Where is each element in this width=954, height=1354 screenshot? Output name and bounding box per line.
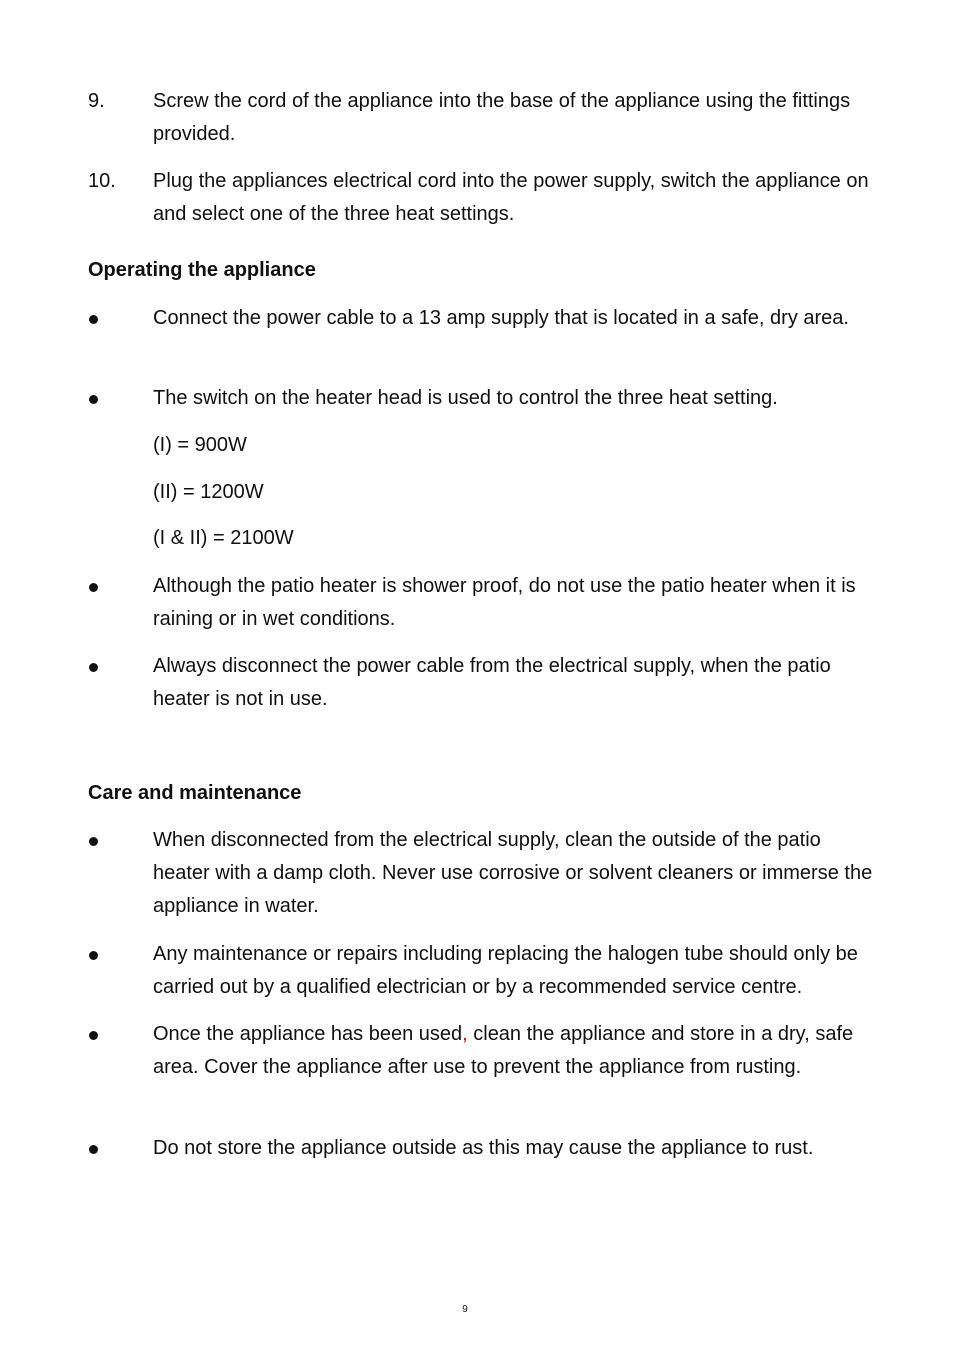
heat-setting: (I) = 900W [153,434,247,456]
step-text: Screw the cord of the appliance into the base of the appliance using the fittings provided. [153,90,851,145]
list-item-text-end: clean the appliance and store in a dry, safe area. Cover the appliance after use to prevent the appliance from rusting. [153,1023,854,1078]
list-item-text: The switch on the heater head is used to control the three heat setting. [153,387,778,409]
step-item [88,85,878,151]
bullet-icon [89,1145,98,1154]
list-item [88,302,878,335]
bullet-icon [89,951,98,960]
list-item-text: Any maintenance or repairs including replacing the halogen tube should only be carried out by a qualified electrician or by a recommended service centre. [153,943,858,998]
bullet-icon [89,837,98,846]
list-item-text: Do not store the appliance outside as this may cause the appliance to rust. [153,1137,814,1159]
bullet-icon [89,583,98,592]
bullet-icon [89,663,98,672]
list-item [88,1018,878,1084]
page-number: 9 [462,1304,468,1315]
list-item [88,824,878,923]
list-item-text: Although the patio heater is shower proof, do not use the patio heater when it is raining or in wet conditions. [153,575,856,630]
list-item-text: Always disconnect the power cable from the electrical supply, when the patio heater is not in use. [153,655,831,710]
heat-setting: (I & II) = 2100W [153,527,294,549]
step-item [88,165,878,231]
list-item-text-start: Once the appliance has been used [153,1023,463,1045]
list-item-text: Connect the power cable to a 13 amp supply that is located in a safe, dry area. [153,307,849,329]
step-number: 9. [88,90,105,112]
section-heading-care: Care and maintenance [88,782,302,804]
bullet-icon [89,315,98,324]
list-item [88,382,878,415]
bullet-icon [89,395,98,404]
list-item [88,570,878,636]
section-heading-operating: Operating the appliance [88,259,316,281]
step-text: Plug the appliances electrical cord into the power supply, switch the appliance on and select one of the three heat settings. [153,170,869,225]
red-comma: , [462,1023,468,1045]
list-item [88,650,878,716]
bullet-icon [89,1031,98,1040]
list-item [88,938,878,1004]
list-item-text: When disconnected from the electrical supply, clean the outside of the patio heater with a damp cloth. Never use corrosive or solvent cleaners or immerse the appliance in water. [153,829,873,917]
heat-setting: (II) = 1200W [153,481,264,503]
list-item-text [153,1018,878,1084]
list-item [88,1132,878,1165]
step-number: 10. [88,170,116,192]
